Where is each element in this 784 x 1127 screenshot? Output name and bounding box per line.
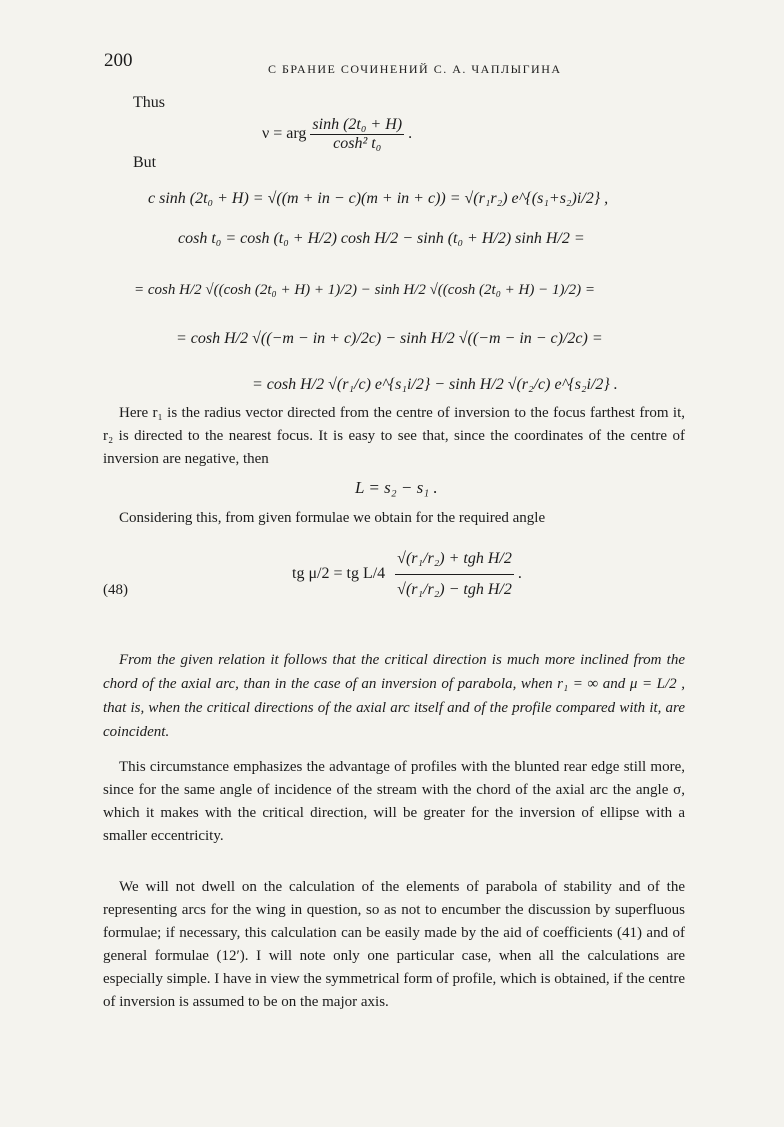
paragraph-circumstance-text: This circumstance emphasizes the advantage of profiles with the blunted rear edge still more, since for the same angle of incidence of the stream with the chord of the axial arc the angle σ, which it makes with the critical direction, will be greater for the inversion of ellipse with a smaller eccentricity. (103, 759, 685, 844)
equation-L: L = s₂ − s₁ . (355, 478, 438, 497)
paragraph-here (103, 402, 685, 471)
paragraph-italic (103, 648, 685, 744)
equation-line-4: = cosh H/2 √((−m − in + c)/2c) − sinh H/2 √((−m − in − c)/2c) = (176, 330, 603, 347)
running-title: С БРАНИЕ СОЧИНЕНИЙ С. А. ЧАПЛЫГИНА (268, 62, 562, 76)
equation-csinh: c sinh (2t₀ + H) = √((m + in − c)(m + in + c)) = √(r₁r₂) e^{(s₁+s₂)i/2} , (148, 190, 609, 207)
paragraph-considering (103, 507, 685, 530)
paragraph-italic-text: From the given relation it follows that the critical direction is much more inclined from the chord of the axial arc, than in the case of an inversion of parabola, when r₁ = ∞ and μ = L/2 , that is, when the critical directions of the axial arc itself and of the profile compared with it, are coincident. (103, 652, 685, 740)
equation-line-3: = cosh H/2 √((cosh (2t₀ + H) + 1)/2) − sinh H/2 √((cosh (2t₀ + H) − 1)/2) = (134, 282, 596, 298)
paragraph-here-text: Here r₁ is the radius vector directed from the centre of inversion to the focus farthest from it, r₂ is directed to the nearest focus. It is easy to see that, since the coordinates of the centre of inversion are negative, then (103, 405, 685, 467)
equation-cosh-expansion: cosh t₀ = cosh (t₀ + H/2) cosh H/2 − sinh (t₀ + H/2) sinh H/2 = (178, 230, 585, 247)
paragraph-circumstance (103, 756, 685, 848)
equation-48-label: (48) (103, 582, 128, 598)
word-but: But (133, 154, 157, 171)
equation-48-numerator: √(r₁/r₂) + tgh H/2 (397, 550, 512, 567)
equation-line-5: = cosh H/2 √(r₁/c) e^{s₁i/2} − sinh H/2 √(r₂/c) e^{s₂i/2} . (252, 376, 618, 393)
equation-nu-numerator: sinh (2t₀ + H) (312, 116, 403, 133)
equation-48-lhs: tg μ/2 = tg L/4 (292, 565, 386, 583)
equation-48: tg μ/2 = tg L/4 $\frac{\text{√(r₁/r₂) + tgh H/2}}{\text{√(r₁/r₂) − tgh H/2}}$ . (292, 550, 522, 598)
paragraph-dwell (103, 876, 685, 1014)
equation-nu-lhs: ν = arg (262, 125, 307, 143)
paragraph-dwell-text: We will not dwell on the calculation of the elements of parabola of stability and of the representing arcs for the wing in question, so as not to encumber the discussion by superfluous formulae; if necessary, this calculation can be easily made by the aid of coefficients (41) and of general formulae (12′). I will note only one particular case, when all the calculations are especially simple. I have in view the symmetrical form of profile, which is obtained, if the centre of inversion is assumed to be on the major axis. (103, 879, 685, 1010)
equation-nu: ν = arg $\frac{\text{sinh (2t₀ + H)}}{\text{cosh² t₀}}$ . (262, 116, 413, 152)
equation-nu-denominator: cosh² t₀ (310, 134, 404, 153)
paragraph-considering-text: Considering this, from given formulae we obtain for the required angle (119, 510, 546, 526)
equation-48-denominator: √(r₁/r₂) − tgh H/2 (395, 574, 514, 599)
word-thus: Thus (133, 94, 165, 111)
page-number: 200 (104, 50, 133, 71)
